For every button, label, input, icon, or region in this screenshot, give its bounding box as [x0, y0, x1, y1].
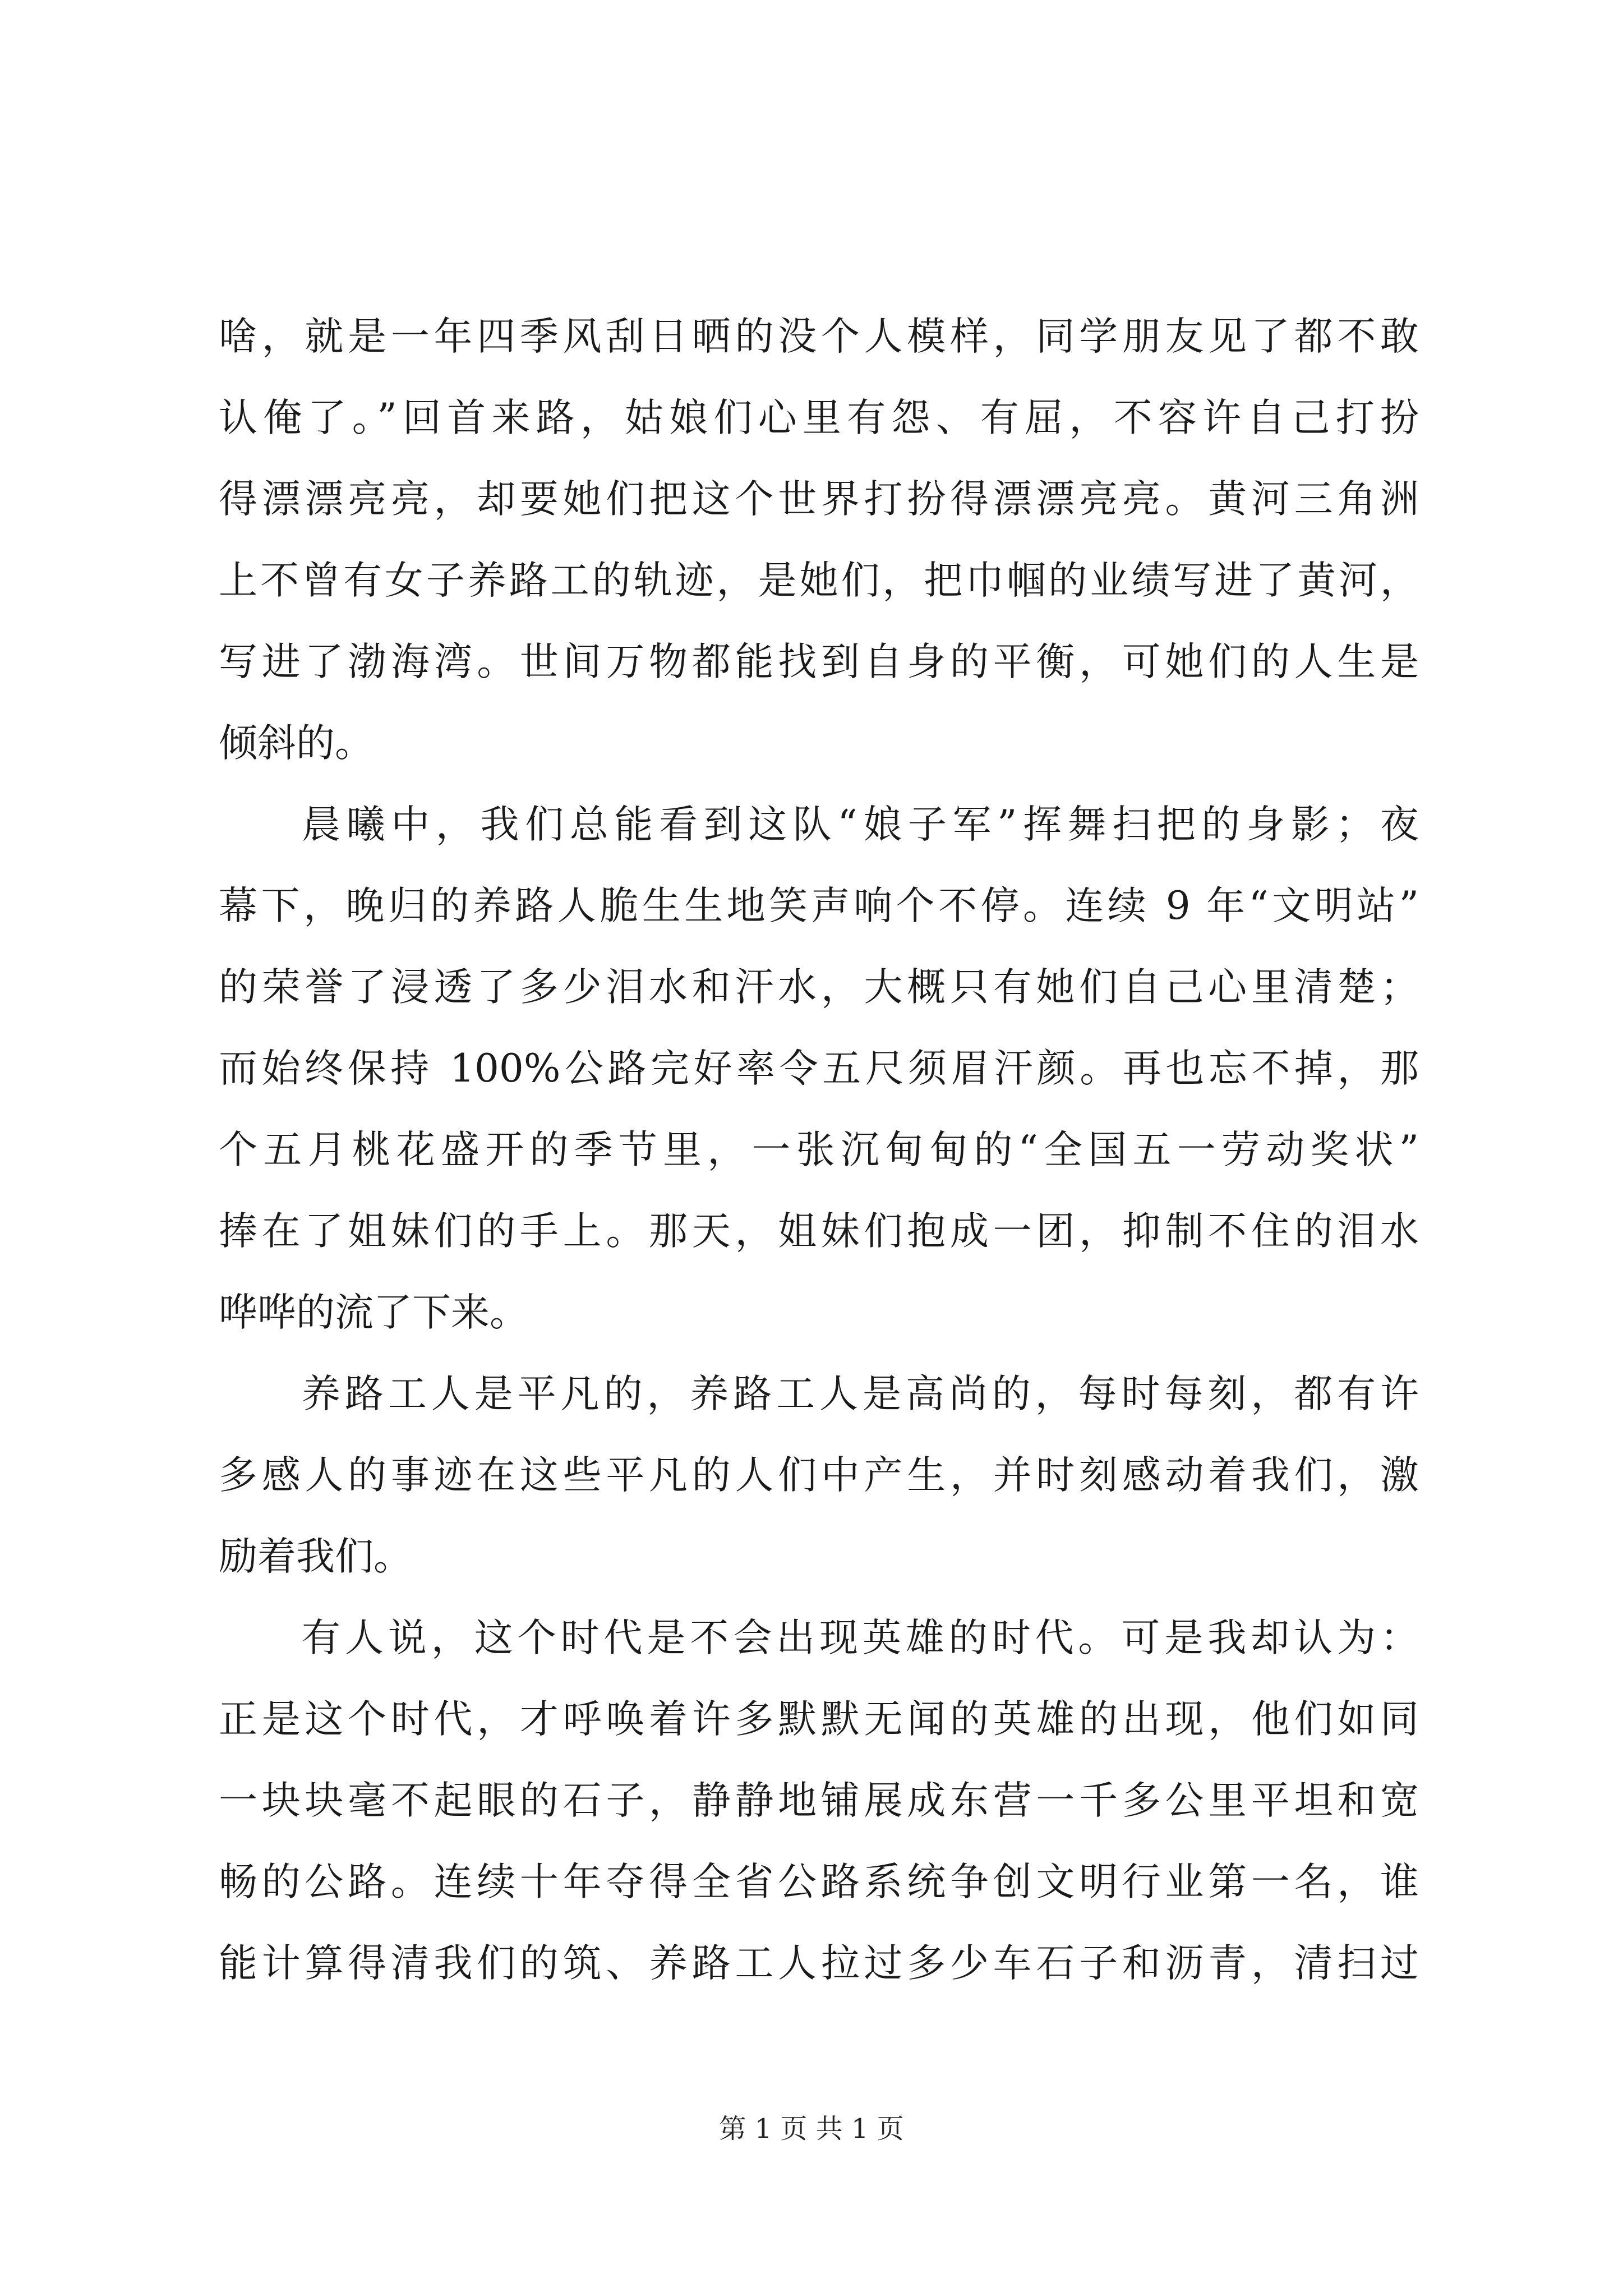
text-line: 励着我们。 [219, 1534, 412, 1579]
text-line: 一块块毫不起眼的石子，静静地铺展成东营一千多公里平坦和宽 [219, 1778, 1419, 1823]
paragraph-start-line: 有人说，这个时代是不会出现英雄的时代。可是我却认为： [302, 1616, 1419, 1660]
body-text [219, 296, 1419, 2004]
text-line: 能计算得清我们的筑、养路工人拉过多少车石子和沥青，清扫过 [219, 1941, 1419, 1986]
text-line: 上不曾有女子养路工的轨迹，是她们，把巾帼的业绩写进了黄河， [219, 558, 1419, 603]
paragraph-start-line: 养路工人是平凡的，养路工人是高尚的，每时每刻，都有许 [302, 1372, 1419, 1416]
text-line: 而始终保持 100%公路完好率令五尺须眉汗颜。再也忘不掉，那 [219, 1046, 1419, 1091]
text-line: 哗哗的流了下来。 [219, 1290, 528, 1335]
text-line: 写进了渤海湾。世间万物都能找到自身的平衡，可她们的人生是 [219, 639, 1419, 684]
text-line: 正是这个时代，才呼唤着许多默默无闻的英雄的出现，他们如同 [219, 1697, 1419, 1742]
text-line: 多感人的事迹在这些平凡的人们中产生，并时刻感动着我们，激 [219, 1453, 1419, 1498]
paragraph-start-line: 晨曦中，我们总能看到这队“娘子军”挥舞扫把的身影；夜 [302, 802, 1419, 847]
text-line: 的荣誉了浸透了多少泪水和汗水，大概只有她们自己心里清楚； [219, 965, 1419, 1010]
text-line: 得漂漂亮亮，却要她们把这个世界打扮得漂漂亮亮。黄河三角洲 [219, 477, 1419, 522]
page-footer [0, 2112, 1623, 2146]
page-number: 第 1 页 共 1 页 [719, 2113, 904, 2145]
text-line: 认俺了。”回首来路，姑娘们心里有怨、有屈，不容许自己打扮 [219, 395, 1419, 440]
text-line: 个五月桃花盛开的季节里，一张沉甸甸的“全国五一劳动奖状” [219, 1128, 1419, 1172]
text-line: 啥，就是一年四季风刮日晒的没个人模样，同学朋友见了都不敢 [219, 314, 1419, 359]
text-line: 捧在了姐妹们的手上。那天，姐妹们抱成一团，抑制不住的泪水 [219, 1209, 1419, 1254]
text-line: 畅的公路。连续十年夺得全省公路系统争创文明行业第一名，谁 [219, 1860, 1419, 1904]
text-line: 幕下，晚归的养路人脆生生地笑声响个不停。连续 9 年“文明站” [219, 884, 1419, 928]
text-line: 倾斜的。 [219, 721, 374, 766]
